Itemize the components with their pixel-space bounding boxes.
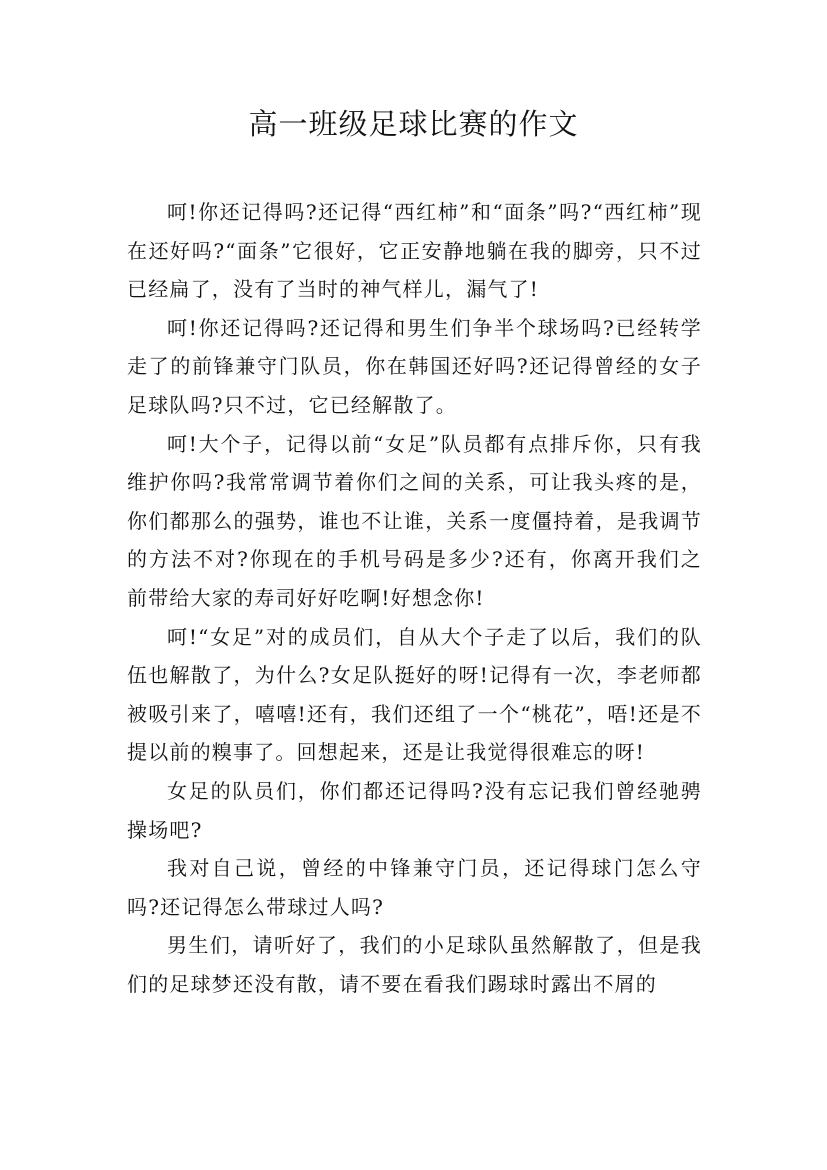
document-title: 高一班级足球比赛的作文 xyxy=(248,107,579,141)
document-body xyxy=(127,193,702,1003)
paragraph-7: 男生们，请听好了，我们的小足球队虽然解散了，但是我们的足球梦还没有散，请不要在看我们踢球时露出不屑的 xyxy=(127,933,702,996)
paragraph-6: 我对自己说，曾经的中锋兼守门员，还记得球门怎么守吗?还记得怎么带球过人吗? xyxy=(127,856,702,919)
paragraph-5: 女足的队员们，你们都还记得吗?没有忘记我们曾经驰骋操场吧? xyxy=(127,778,702,842)
paragraph-1: 呵!你还记得吗?还记得“西红柿”和“面条”吗?“西红柿”现在还好吗?“面条”它很好，它正安静地躺在我的脚旁，只不过已经扁了，没有了当时的神气样儿，漏气了! xyxy=(127,200,702,302)
paragraph-2: 呵!你还记得吗?还记得和男生们争半个球场吗?已经转学走了的前锋兼守门队员，你在韩国还好吗?还记得曾经的女子足球队吗?只不过，它已经解散了。 xyxy=(127,315,702,417)
paragraph-3: 呵!大个子，记得以前“女足”队员都有点排斥你，只有我维护你吗?我常常调节着你们之间的关系，可让我头疼的是，你们都那么的强势，谁也不让谁，关系一度僵持着，是我调节的方法不对?你现在的手机号码是多少?还有，你离开我们之前带给大家的寿司好好吃啊!好想念你! xyxy=(127,431,702,610)
paragraph-4: 呵!“女足”对的成员们，自从大个子走了以后，我们的队伍也解散了，为什么?女足队挺好的呀!记得有一次，李老师都被吸引来了，嘻嘻!还有，我们还组了一个“桃花”，唔!还是不提以前的糗事了。回想起来，还是让我觉得很难忘的呀! xyxy=(127,624,702,765)
